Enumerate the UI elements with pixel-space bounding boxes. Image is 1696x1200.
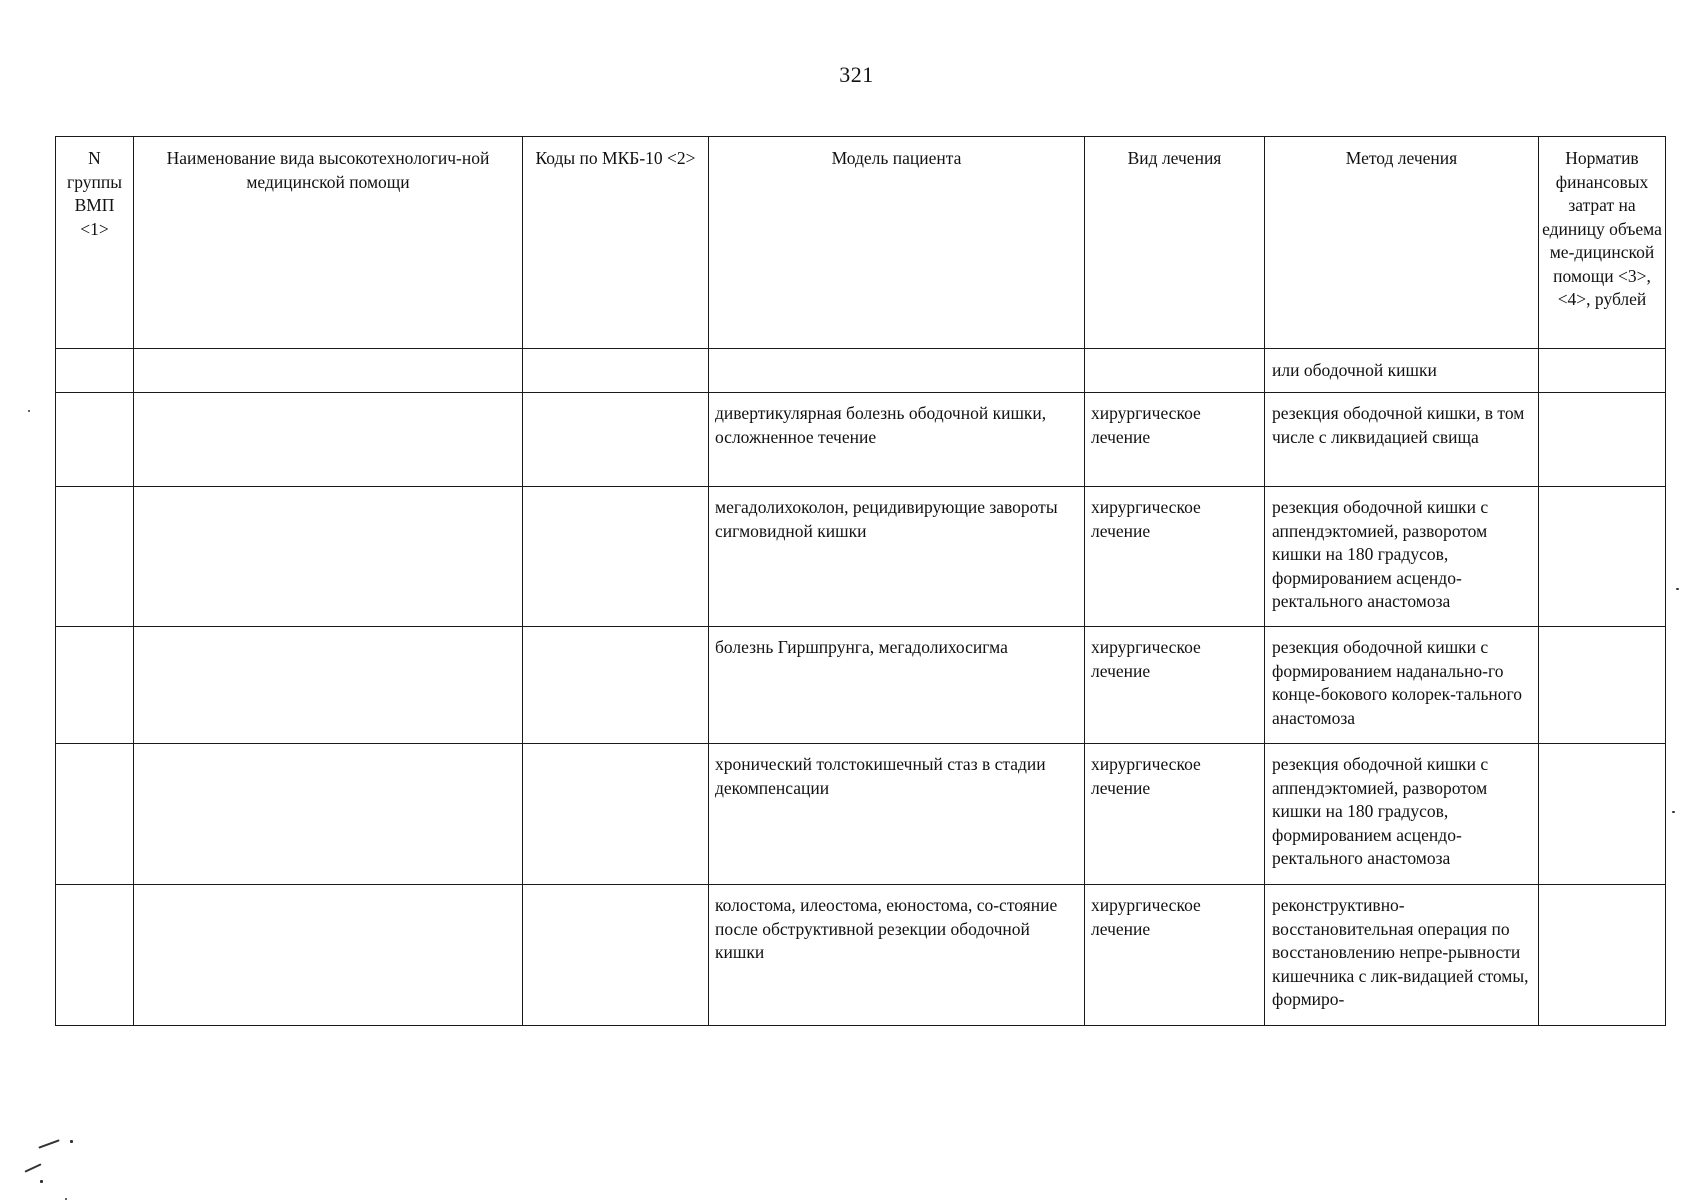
header-icd-codes: Коды по МКБ-10 <2> [523,137,709,349]
cell-group [56,349,134,393]
table-row [56,627,1666,744]
cell-patient-model: колостома, илеостома, еюностома, со-стояние после обструктивной резекции ободочной кишки [709,885,1085,1026]
cell-treatment-type [1085,349,1265,393]
cell-treatment-method: резекция ободочной кишки с аппендэктомией, разворотом кишки на 180 градусов, формированием асцендо-ректального анастомоза [1265,744,1539,885]
cell-codes [523,349,709,393]
cell-treatment-method: резекция ободочной кишки с аппендэктомией, разворотом кишки на 180 градусов, формированием асцендо-ректального анастомоза [1265,487,1539,627]
cell-patient-model [709,349,1085,393]
cell-treatment-type: хирургическое лечение [1085,627,1265,744]
table-row [56,393,1666,487]
cell-name [134,627,523,744]
scan-artifact [38,1139,59,1148]
cell-patient-model: болезнь Гиршпрунга, мегадолихосигма [709,627,1085,744]
cell-treatment-method: реконструктивно-восстановительная операция по восстановлению непре-рывности кишечника с лик-видацией стомы, формиро- [1265,885,1539,1026]
cell-group [56,885,134,1026]
table-row [56,487,1666,627]
cell-treatment-type: хирургическое лечение [1085,744,1265,885]
cell-treatment-type: хирургическое лечение [1085,393,1265,487]
cell-group [56,393,134,487]
cell-codes [523,744,709,885]
page-number: 321 [839,62,874,87]
cell-patient-model: мегадолихоколон, рецидивирующие завороты сигмовидной кишки [709,487,1085,627]
cell-norm [1539,349,1666,393]
table-row [56,885,1666,1026]
cell-norm [1539,627,1666,744]
table-row [56,349,1666,393]
cell-group [56,744,134,885]
cell-name [134,487,523,627]
cell-group [56,627,134,744]
cell-name [134,744,523,885]
scan-artifact [24,1163,41,1172]
cell-name [134,885,523,1026]
cell-codes [523,393,709,487]
cell-codes [523,627,709,744]
cell-name [134,349,523,393]
cell-treatment-type: хирургическое лечение [1085,487,1265,627]
header-group-number: N группы ВМП <1> [56,137,134,349]
cell-codes [523,487,709,627]
cell-group [56,487,134,627]
table-row [56,744,1666,885]
scan-artifact [70,1140,73,1143]
cell-codes [523,885,709,1026]
cell-treatment-type: хирургическое лечение [1085,885,1265,1026]
scan-artifact [1676,588,1679,590]
header-patient-model: Модель пациента [709,137,1085,349]
header-treatment-method: Метод лечения [1265,137,1539,349]
cell-treatment-method: резекция ободочной кишки, в том числе с ликвидацией свища [1265,393,1539,487]
table-header-row [56,137,1666,349]
cell-name [134,393,523,487]
cell-norm [1539,885,1666,1026]
header-care-name: Наименование вида высокотехнологич-ной медицинской помощи [134,137,523,349]
cell-norm [1539,744,1666,885]
header-cost-norm: Норматив финансовых затрат на единицу объема ме-дицинской помощи <3>, <4>, рублей [1539,137,1666,349]
cell-norm [1539,487,1666,627]
cell-norm [1539,393,1666,487]
cell-treatment-method: или ободочной кишки [1265,349,1539,393]
header-treatment-type: Вид лечения [1085,137,1265,349]
scan-artifact [40,1180,43,1183]
scan-artifact [28,410,30,412]
cell-patient-model: хронический толстокишечный стаз в стадии декомпенсации [709,744,1085,885]
medical-care-table [55,136,1666,1026]
scan-artifact [1672,811,1675,813]
cell-treatment-method: резекция ободочной кишки с формированием наданально-го конце-бокового колорек-тального анастомоза [1265,627,1539,744]
cell-patient-model: дивертикулярная болезнь ободочной кишки, осложненное течение [709,393,1085,487]
